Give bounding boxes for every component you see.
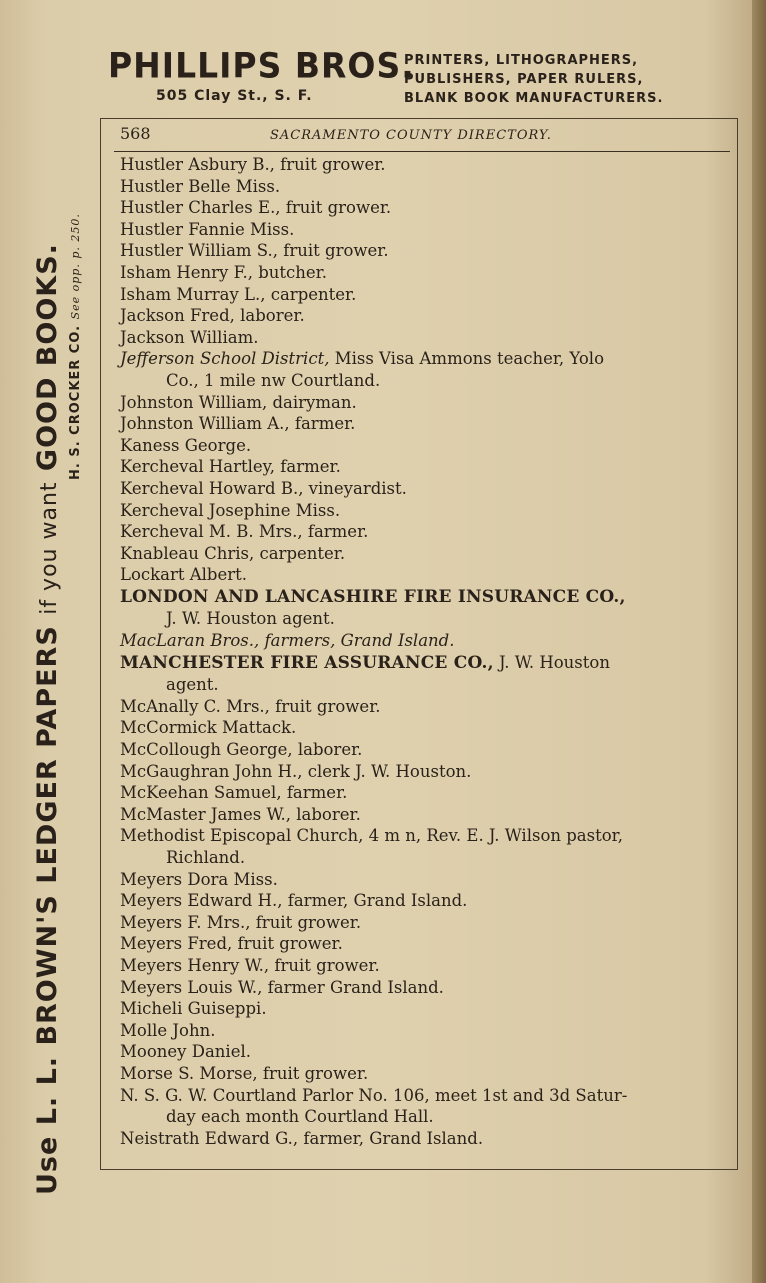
directory-entry (120, 521, 724, 543)
entry-line: Methodist Episcopal Church, 4 m n, Rev. E. J. Wilson pastor, (120, 826, 624, 846)
directory-entry (120, 782, 724, 804)
entry-line: Molle John. (120, 1020, 216, 1040)
entry-line: McCormick Mattack. (120, 718, 297, 738)
entry-line (120, 586, 724, 609)
entry-line: Meyers Fred, fruit grower. (120, 934, 343, 954)
directory-entry (120, 176, 724, 198)
entry-line: Meyers Henry W., fruit grower. (120, 955, 380, 975)
ad-brand-name: PHILLIPS BROS. (108, 45, 415, 86)
entry-rest: J. W. Houston (493, 652, 610, 672)
entry-line: Meyers Edward H., farmer, Grand Island. (120, 891, 468, 911)
entry-line: Hustler William S., fruit grower. (120, 241, 389, 261)
page-number: 568 (120, 124, 151, 143)
side-ad-brand: L. L. BROWN'S LEDGER PAPERS (32, 625, 63, 1126)
directory-entry (120, 955, 724, 977)
directory-entries (120, 154, 724, 1149)
directory-entry (120, 586, 724, 630)
directory-entry (120, 456, 724, 478)
directory-entry (120, 478, 724, 500)
side-ad-if-you-want: if you want (37, 481, 62, 615)
side-ad-crocker: H. S. CROCKER CO. (68, 324, 83, 480)
ad-service-line: PUBLISHERS, PAPER RULERS, (404, 72, 644, 87)
entry-line (120, 652, 724, 675)
entry-line: N. S. G. W. Courtland Parlor No. 106, meet 1st and 3d Satur- (120, 1085, 628, 1105)
directory-entry (120, 240, 724, 262)
directory-entry (120, 262, 724, 284)
directory-entry (120, 500, 724, 522)
entry-line: Knableau Chris, carpenter. (120, 543, 346, 563)
directory-entry (120, 912, 724, 934)
entry-line: Isham Murray L., carpenter. (120, 284, 357, 304)
directory-entry (120, 804, 724, 826)
directory-entry (120, 825, 724, 868)
directory-entry (120, 696, 724, 718)
directory-entry (120, 564, 724, 586)
entry-line: Jackson William. (120, 327, 259, 347)
entry-line: McMaster James W., laborer. (120, 804, 361, 824)
directory-entry (120, 761, 724, 783)
entry-line: Micheli Guiseppi. (120, 999, 267, 1019)
side-ad-see: See opp. p. 250. (69, 213, 82, 320)
entry-line: Johnston William A., farmer. (120, 414, 356, 434)
entry-line: Hustler Asbury B., fruit grower. (120, 155, 386, 174)
entry-text: Miss Visa Ammons teacher, Yolo (329, 349, 605, 369)
ad-service-line: PRINTERS, LITHOGRAPHERS, (404, 53, 639, 68)
entry-line: Mooney Daniel. (120, 1042, 251, 1062)
directory-entry (120, 348, 724, 391)
directory-entry (120, 717, 724, 739)
entry-line: Meyers Dora Miss. (120, 869, 278, 889)
directory-entry (120, 998, 724, 1020)
directory-entry (120, 154, 724, 176)
entry-line: McGaughran John H., clerk J. W. Houston. (120, 761, 472, 781)
entry-continuation: Co., 1 mile nw Courtland. (166, 370, 381, 390)
entry-line: Jackson Fred, laborer. (120, 306, 305, 326)
book-spine-edge (752, 0, 766, 1283)
entry-line: Hustler Belle Miss. (120, 176, 281, 196)
entry-continuation: Richland. (166, 848, 246, 867)
side-ad-sub (68, 213, 83, 480)
directory-entry (120, 1128, 724, 1150)
side-ad-use: Use (32, 1135, 63, 1195)
directory-entry (120, 869, 724, 891)
directory-entry (120, 543, 724, 565)
entry-line: McAnally C. Mrs., fruit grower. (120, 696, 381, 716)
side-ad-good-books: GOOD BOOKS. (32, 243, 63, 472)
directory-entry (120, 435, 724, 457)
entry-line: Meyers Louis W., farmer Grand Island. (120, 977, 444, 997)
directory-entry (120, 392, 724, 414)
entry-bold-name: LONDON AND LANCASHIRE FIRE INSURANCE CO., (120, 586, 626, 607)
ad-address: 505 Clay St., S. F. (156, 88, 313, 104)
entry-line: Lockart Albert. (120, 565, 248, 585)
entry-line: Kaness George. (120, 435, 252, 455)
entry-continuation: day each month Courtland Hall. (166, 1107, 434, 1127)
directory-entry (120, 652, 724, 696)
running-head (120, 124, 730, 150)
entry-bold-name: MANCHESTER FIRE ASSURANCE CO., (120, 652, 494, 673)
entry-line: McKeehan Samuel, farmer. (120, 783, 348, 803)
side-ad (30, 85, 83, 1195)
directory-entry (120, 1041, 724, 1063)
running-title: SACRAMENTO COUNTY DIRECTORY. (270, 128, 552, 143)
entry-italic-part: Jefferson School District, (120, 349, 330, 369)
side-ad-main (30, 85, 68, 1195)
directory-entry (120, 933, 724, 955)
entry-line: Hustler Charles E., fruit grower. (120, 198, 392, 218)
directory-entry (120, 305, 724, 327)
entry-line: MacLaran Bros., farmers, Grand Island. (120, 631, 455, 651)
entry-continuation: agent. (166, 675, 219, 695)
directory-entry (120, 219, 724, 241)
entry-line: Kercheval M. B. Mrs., farmer. (120, 522, 369, 542)
directory-entry (120, 284, 724, 306)
ad-service-line: BLANK BOOK MANUFACTURERS. (404, 91, 664, 106)
directory-entry (120, 977, 724, 999)
entry-line: Neistrath Edward G., farmer, Grand Island. (120, 1128, 484, 1148)
directory-entry (120, 327, 724, 349)
directory-entry (120, 413, 724, 435)
directory-entry (120, 630, 724, 652)
entry-line: Morse S. Morse, fruit grower. (120, 1063, 369, 1083)
entry-continuation: J. W. Houston agent. (166, 609, 335, 629)
directory-entry (120, 1085, 724, 1128)
entry-line: Hustler Fannie Miss. (120, 219, 295, 239)
entry-line: McCollough George, laborer. (120, 740, 363, 760)
entry-line (120, 348, 724, 370)
directory-entry (120, 890, 724, 912)
header-ad-services (404, 51, 714, 108)
header-ad-left (108, 45, 415, 104)
directory-entry (120, 1020, 724, 1042)
entry-line: Isham Henry F., butcher. (120, 262, 327, 282)
directory-entry (120, 1063, 724, 1085)
entry-line: Kercheval Josephine Miss. (120, 500, 341, 520)
entry-line: Kercheval Howard B., vineyardist. (120, 478, 407, 498)
directory-entry (120, 197, 724, 219)
directory-entry (120, 739, 724, 761)
header-rule (114, 151, 730, 152)
entry-line: Johnston William, dairyman. (120, 392, 357, 412)
entry-line: Kercheval Hartley, farmer. (120, 457, 341, 477)
entry-line: Meyers F. Mrs., fruit grower. (120, 912, 362, 932)
